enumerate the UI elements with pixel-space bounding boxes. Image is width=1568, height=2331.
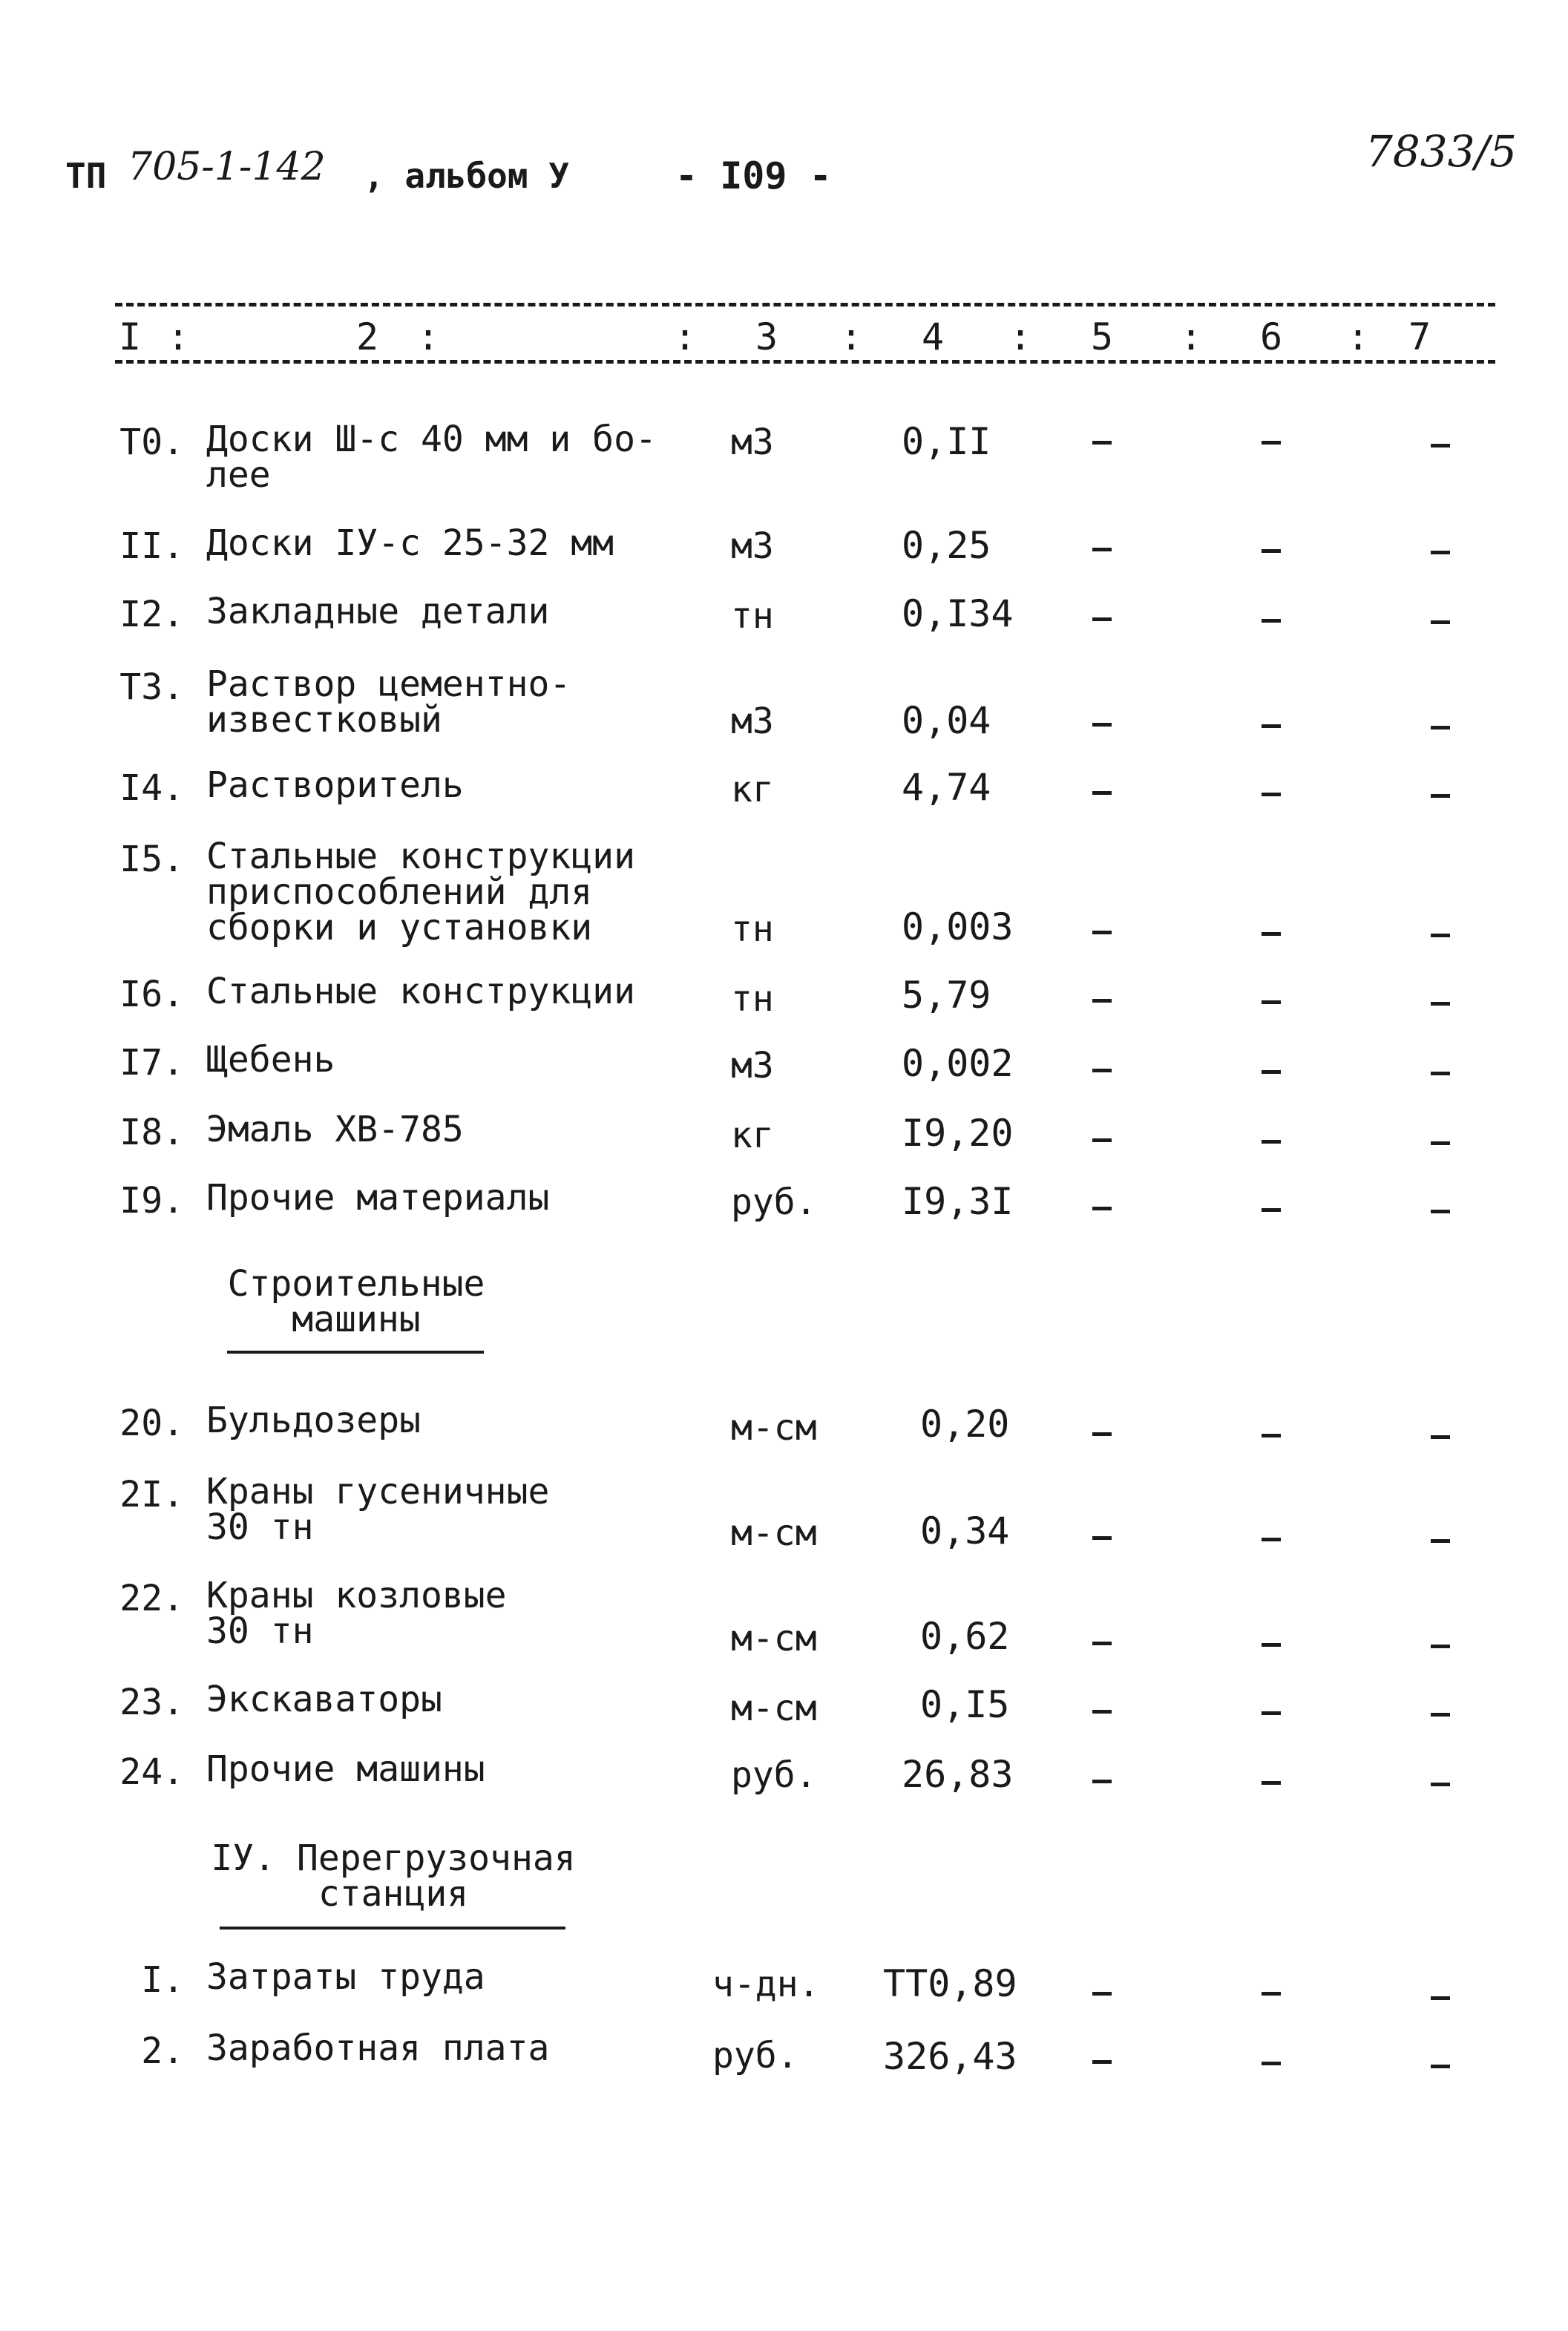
row-value: 0,II [902, 420, 991, 463]
row-number: 20. [119, 1403, 184, 1444]
row-unit: м3 [731, 701, 774, 742]
dash-col6 [1262, 1000, 1281, 1004]
dash-col7 [1431, 1996, 1450, 2000]
col-sep: : [840, 315, 863, 358]
row-value: 5,79 [902, 974, 991, 1017]
dash-col5 [1092, 1207, 1112, 1210]
corner-code: 7833/5 [1365, 126, 1518, 177]
page-number: - I09 - [675, 154, 832, 197]
section-heading-station: IУ. Перегрузочная станция [211, 1837, 576, 1915]
col-sep: : [1009, 315, 1032, 358]
row-number: II. [119, 525, 184, 567]
section-underline [220, 1927, 565, 1930]
row-value: 0,62 [920, 1615, 1010, 1658]
row-unit: тн [731, 595, 774, 637]
row-value: I9,20 [902, 1112, 1014, 1155]
row-value: ТТ0,89 [883, 1962, 1017, 2005]
section-underline [227, 1351, 484, 1354]
row-unit: м3 [731, 422, 774, 463]
row-number: 2I. [119, 1474, 184, 1515]
dash-col7 [1431, 1539, 1450, 1543]
col-header-6: 6 [1260, 315, 1283, 358]
dash-col6 [1262, 793, 1281, 796]
row-value: 4,74 [902, 766, 991, 809]
dash-col7 [1431, 1002, 1450, 1006]
dash-col5 [1092, 791, 1112, 795]
row-name: Экскаваторы [206, 1679, 442, 1720]
dash-col5 [1092, 441, 1112, 445]
row-number: I9. [119, 1180, 184, 1222]
dash-col7 [1431, 1645, 1450, 1648]
dash-col7 [1431, 1713, 1450, 1717]
dash-col5 [1092, 999, 1112, 1003]
dash-col5 [1092, 1138, 1112, 1142]
doc-prefix: ТП [65, 156, 107, 196]
dash-col5 [1092, 1642, 1112, 1645]
dash-col6 [1262, 1434, 1281, 1437]
dash-col5 [1092, 1432, 1112, 1436]
row-unit: м3 [731, 525, 774, 567]
row-value: 326,43 [883, 2035, 1017, 2078]
row-name: Растворитель [206, 764, 464, 806]
row-value: 0,25 [902, 524, 991, 567]
dash-col5 [1092, 548, 1112, 551]
row-unit: руб. [731, 1181, 817, 1223]
row-number: I4. [119, 767, 184, 809]
row-name: Прочие материалы [206, 1177, 550, 1219]
doc-number: 705-1-142 [128, 145, 326, 189]
dash-col6 [1262, 724, 1281, 728]
col-header-7: 7 [1408, 315, 1431, 358]
dash-col5 [1092, 1992, 1112, 1996]
col-sep: : [417, 315, 440, 358]
row-number: I6. [119, 974, 184, 1015]
col-header-5: 5 [1091, 315, 1114, 358]
row-value: 0,34 [920, 1509, 1010, 1553]
dash-col5 [1092, 1780, 1112, 1783]
row-unit: м-см [731, 1407, 817, 1449]
col-sep: : [1347, 315, 1370, 358]
col-sep: : [674, 315, 697, 358]
dash-col7 [1431, 1783, 1450, 1786]
dash-col5 [1092, 2060, 1112, 2064]
row-name: Закладные детали [206, 591, 550, 632]
dash-col7 [1431, 2065, 1450, 2068]
row-value: 0,04 [902, 699, 991, 742]
dash-col6 [1262, 1781, 1281, 1785]
row-unit: м-см [731, 1688, 817, 1729]
dash-col7 [1431, 1072, 1450, 1075]
row-unit: руб. [731, 1754, 817, 1796]
dash-col7 [1431, 1141, 1450, 1145]
dash-col7 [1431, 794, 1450, 798]
row-unit: кг [731, 1115, 774, 1156]
col-header-4: 4 [922, 315, 945, 358]
col-header-1: I [119, 315, 142, 358]
row-name: Раствор цементно- известковый [206, 663, 571, 741]
dash-col6 [1262, 932, 1281, 936]
dash-col6 [1262, 1208, 1281, 1212]
dash-col6 [1262, 1992, 1281, 1996]
row-number: I8. [119, 1112, 184, 1153]
dash-col6 [1262, 441, 1281, 445]
row-value: 0,I34 [902, 592, 1014, 635]
row-number: 22. [119, 1578, 184, 1619]
dash-col6 [1262, 619, 1281, 623]
album-label: , альбом У [364, 156, 569, 196]
row-unit: м-см [731, 1512, 817, 1554]
row-name: Краны гусеничные 30 тн [206, 1471, 550, 1548]
dash-col6 [1262, 549, 1281, 553]
row-number: Т0. [119, 422, 184, 463]
row-number: 24. [119, 1751, 184, 1793]
dash-col6 [1262, 1140, 1281, 1144]
row-unit: тн [731, 978, 774, 1020]
table-top-rule [115, 303, 1495, 306]
dash-col7 [1431, 934, 1450, 937]
row-name: Прочие машины [206, 1748, 485, 1790]
dash-col7 [1431, 1435, 1450, 1439]
dash-col7 [1431, 1210, 1450, 1213]
row-value: I9,3I [902, 1180, 1014, 1223]
table-header-rule [115, 360, 1495, 364]
dash-col6 [1262, 1070, 1281, 1074]
dash-col6 [1262, 1711, 1281, 1715]
row-name: Эмаль ХВ-785 [206, 1109, 464, 1150]
row-unit: м3 [731, 1045, 774, 1086]
row-name: Доски Ш-с 40 мм и бо- лее [206, 419, 657, 496]
row-value: 0,002 [902, 1042, 1014, 1085]
dash-col7 [1431, 551, 1450, 554]
row-value: 26,83 [902, 1753, 1014, 1796]
row-value: 0,I5 [920, 1683, 1010, 1726]
row-name: Стальные конструкции [206, 971, 635, 1012]
dash-col5 [1092, 1710, 1112, 1714]
row-value: 0,003 [902, 905, 1014, 948]
row-number: I2. [119, 594, 184, 635]
dash-col5 [1092, 723, 1112, 727]
row-unit: кг [731, 769, 774, 810]
col-header-2: 2 [356, 315, 379, 358]
row-name: Бульдозеры [206, 1400, 421, 1441]
row-unit: тн [731, 908, 774, 950]
row-name: Затраты труда [206, 1956, 485, 1998]
dash-col7 [1431, 444, 1450, 447]
dash-col6 [1262, 1538, 1281, 1541]
dash-col6 [1262, 2062, 1281, 2065]
row-unit: ч-дн. [712, 1964, 820, 2005]
row-unit: м-см [731, 1618, 817, 1659]
row-unit: руб. [712, 2035, 798, 2076]
row-name: Заработная плата [206, 2027, 550, 2069]
dash-col7 [1431, 620, 1450, 624]
dash-col7 [1431, 726, 1450, 730]
dash-col5 [1092, 1536, 1112, 1540]
row-number: Т3. [119, 666, 184, 708]
row-number: I7. [119, 1042, 184, 1083]
dash-col5 [1092, 931, 1112, 934]
row-name: Стальные конструкции приспособлений для сборки и установки [206, 836, 635, 948]
row-number: I. [141, 1959, 184, 2001]
dash-col6 [1262, 1643, 1281, 1647]
row-number: I5. [119, 839, 184, 880]
row-value: 0,20 [920, 1403, 1010, 1446]
row-name: Доски IУ-с 25-32 мм [206, 522, 614, 564]
col-sep: : [167, 315, 190, 358]
row-name: Щебень [206, 1039, 335, 1081]
col-sep: : [1180, 315, 1203, 358]
row-number: 2. [141, 2030, 184, 2072]
dash-col5 [1092, 617, 1112, 621]
dash-col5 [1092, 1069, 1112, 1072]
section-heading-machines: Строительные машины [227, 1263, 485, 1340]
row-name: Краны козловые 30 тн [206, 1575, 507, 1652]
col-header-3: 3 [755, 315, 778, 358]
row-number: 23. [119, 1682, 184, 1723]
